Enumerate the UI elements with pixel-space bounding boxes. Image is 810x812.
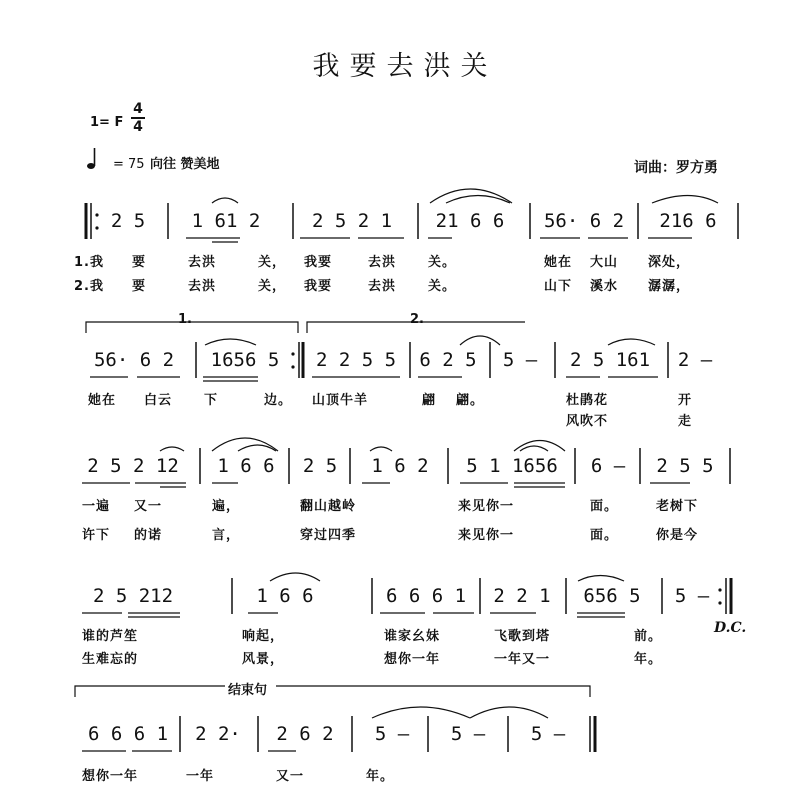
- lyric: 年。: [634, 652, 663, 667]
- measure: 1 6 6: [217, 455, 275, 477]
- lyric: 翩。: [456, 393, 485, 408]
- measure: 21 6 6: [435, 210, 505, 232]
- barlines-row3: [200, 448, 730, 484]
- lyric: 面。: [590, 528, 619, 543]
- lyric: 的诺: [134, 528, 163, 543]
- lyric: 想你一年: [384, 652, 441, 667]
- time-bottom: 4: [133, 119, 143, 135]
- measure: 6 –: [590, 455, 626, 477]
- lyric: 白云: [144, 393, 173, 408]
- lyric: 去洪: [368, 255, 397, 270]
- lyric: 她在: [544, 255, 573, 270]
- measure: 1 6 2: [371, 455, 429, 477]
- lyric: 年。: [366, 769, 395, 784]
- lyric: 下: [204, 393, 219, 408]
- measure: 2 5: [110, 210, 146, 232]
- lyric: 翻山越岭: [300, 499, 357, 514]
- lyric: 走: [678, 414, 693, 429]
- measure: 56· 6 2: [93, 349, 175, 371]
- time-top: 4: [133, 101, 143, 117]
- lyric: 想你一年: [82, 769, 139, 784]
- lyric: 开: [678, 393, 693, 408]
- lyric: 谁家幺妹: [384, 629, 441, 644]
- lyric: 许下: [82, 528, 111, 543]
- lyric: 又一: [134, 499, 163, 514]
- quarter-note-icon: [87, 148, 95, 169]
- lyric: 关。: [428, 255, 457, 270]
- measure: 1 61 2: [191, 210, 261, 232]
- author-credit: 词曲：罗方勇: [634, 160, 718, 176]
- lyric: 要: [132, 255, 147, 270]
- lyric: 杜鹃花: [566, 393, 609, 408]
- measure: 2 5 161: [569, 349, 651, 371]
- measure: 5 –: [674, 585, 710, 607]
- lyric: 风吹不: [566, 414, 609, 429]
- lyric: 风景，: [242, 652, 285, 667]
- lyric: 关，: [258, 279, 287, 294]
- lyric: 大山: [590, 255, 619, 270]
- measure: 6 6 6 1: [87, 723, 169, 745]
- measure: 2 2·: [195, 723, 241, 745]
- lyric: 老树下: [656, 499, 699, 514]
- measure: 6 6 6 1: [385, 585, 467, 607]
- measure: 2 5 2 1: [311, 210, 393, 232]
- barlines-row1: [86, 203, 738, 239]
- measure: 656 5: [583, 585, 641, 607]
- lyric: 1.我: [74, 255, 104, 270]
- lyric: 我要: [304, 279, 333, 294]
- lyric: 翩: [422, 393, 437, 408]
- lyric: 我要: [304, 255, 333, 270]
- lyric: 一年: [186, 769, 215, 784]
- lyric: 言，: [212, 528, 241, 543]
- expression-mark: 向往 赞美地: [150, 157, 220, 172]
- ending-bracket: [75, 686, 590, 697]
- lyric: 山顶牛羊: [312, 393, 369, 408]
- measure: 2 6 2: [276, 723, 334, 745]
- lyric: 一年又一: [494, 652, 551, 667]
- measure: 5 –: [374, 723, 410, 745]
- measure: 5 –: [530, 723, 566, 745]
- dc-marking: D.C.: [714, 620, 747, 636]
- measure: 2 –: [677, 349, 713, 371]
- measure: 5 –: [450, 723, 486, 745]
- lyric: 山下: [544, 279, 573, 294]
- measure: 1656 5: [210, 349, 280, 371]
- lyric: 关。: [428, 279, 457, 294]
- tempo-value: = 75: [113, 157, 145, 172]
- lyric: 去洪: [188, 255, 217, 270]
- lyric: 溪水: [590, 279, 619, 294]
- lyric: 潺潺，: [648, 279, 691, 294]
- volta-2-label: 2.: [410, 312, 424, 327]
- ending-label: 结束句: [228, 683, 268, 698]
- lyric: 来见你一: [458, 528, 515, 543]
- lyric: 又一: [276, 769, 305, 784]
- measure: 5 1 1656: [466, 455, 558, 477]
- lyric: 你是今: [656, 528, 699, 543]
- lyric: 前。: [634, 629, 663, 644]
- lyric: 来见你一: [458, 499, 515, 514]
- lyric: 谁的芦笙: [82, 629, 139, 644]
- measure: 1 6 6: [256, 585, 314, 607]
- measure: 2 5 5: [656, 455, 714, 477]
- key-signature: 1= F: [90, 115, 124, 130]
- lyric: 遍，: [212, 499, 241, 514]
- measure: 2 2 5 5: [315, 349, 397, 371]
- measure: 2 5: [302, 455, 338, 477]
- lyric: 2.我: [74, 279, 104, 294]
- lyric: 穿过四季: [300, 528, 357, 543]
- volta-1-label: 1.: [178, 312, 192, 327]
- measure: 6 2 5: [419, 349, 477, 371]
- lyric: 要: [132, 279, 147, 294]
- measure: 2 5 2 12: [87, 455, 179, 477]
- measure: 2 5 212: [92, 585, 174, 607]
- lyric: 面。: [590, 499, 619, 514]
- measure: 216 6: [659, 210, 717, 232]
- lyric: 生难忘的: [82, 652, 139, 667]
- volta-brackets: [86, 322, 525, 333]
- lyric: 飞歌到塔: [494, 629, 551, 644]
- lyric: 响起，: [242, 629, 285, 644]
- lyric: 她在: [88, 393, 117, 408]
- measure: 56· 6 2: [543, 210, 625, 232]
- measure: 2 2 1: [493, 585, 551, 607]
- lyric: 去洪: [188, 279, 217, 294]
- lyric: 边。: [264, 393, 293, 408]
- lyric: 关，: [258, 255, 287, 270]
- lyric: 去洪: [368, 279, 397, 294]
- lyric: 一遍: [82, 499, 111, 514]
- song-title: 我要去洪关: [312, 51, 498, 82]
- measure: 5 –: [502, 349, 538, 371]
- lyric: 深处，: [648, 255, 691, 270]
